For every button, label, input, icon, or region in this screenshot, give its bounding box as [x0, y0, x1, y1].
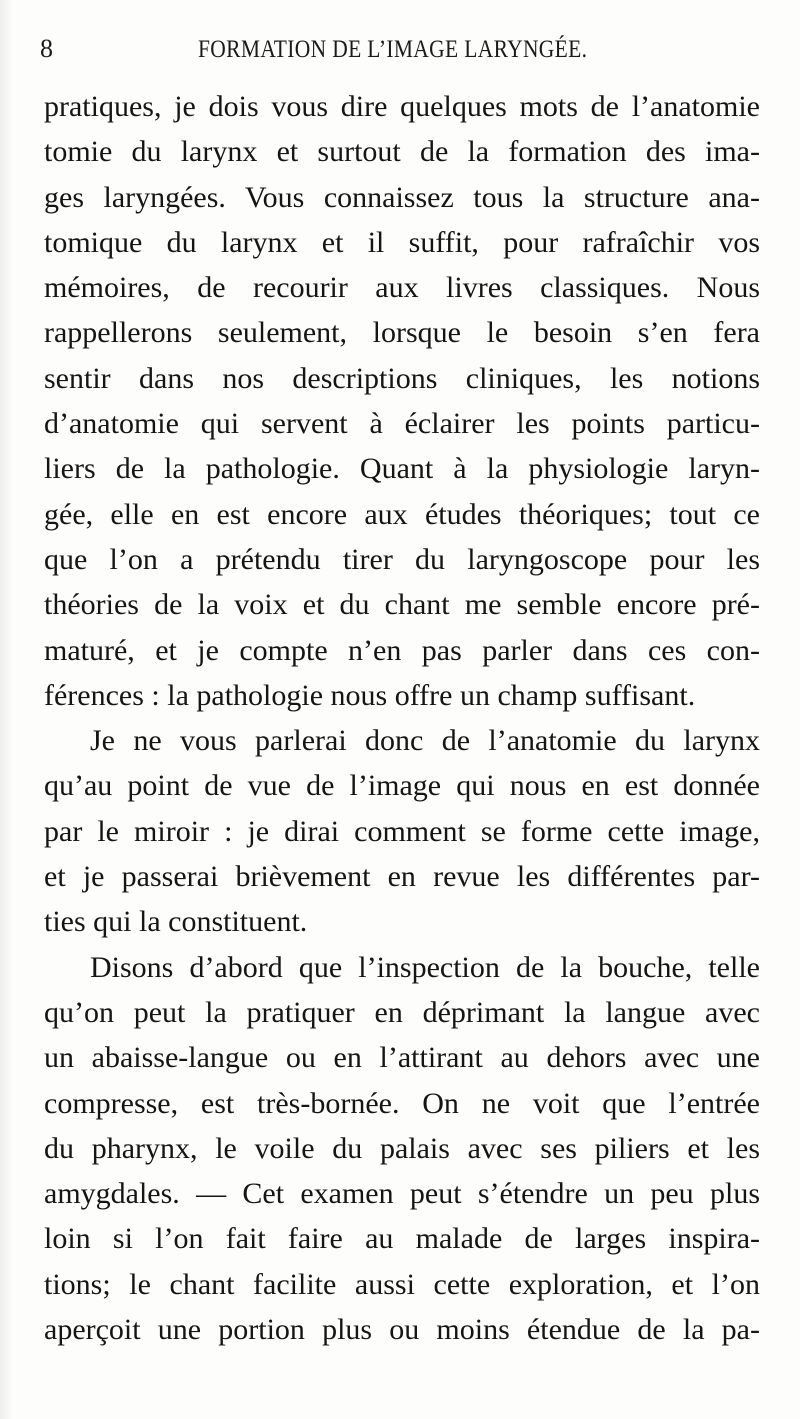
- text-line: un abaisse-langue ou en l’attirant au dehors avec une: [44, 1041, 760, 1075]
- text-line: ges laryngées. Vous connaissez tous la structure ana-: [44, 180, 760, 214]
- text-line: d’anatomie qui servent à éclairer les points particu-: [44, 407, 760, 441]
- text-line: tomique du larynx et il suffit, pour rafraîchir vos: [44, 225, 760, 259]
- text-line: amygdales. — Cet examen peut s’étendre un peu plus: [44, 1177, 760, 1211]
- paragraph-first-line: Je ne vous parlerai donc de l’anatomie du larynx: [90, 724, 760, 758]
- paragraph-end-line: férences : la pathologie nous offre un champ suffisant.: [44, 678, 696, 712]
- text-line: par le miroir : je dirai comment se forme cette image,: [44, 814, 760, 848]
- text-line: que l’on a prétendu tirer du laryngoscope pour les: [44, 542, 760, 576]
- text-line: qu’on peut la pratiquer en déprimant la langue avec: [44, 995, 760, 1029]
- body-text: [44, 84, 760, 1352]
- text-line: du pharynx, le voile du palais avec ses piliers et les: [44, 1131, 760, 1165]
- running-title: FORMATION DE L’IMAGE LARYNGÉE.: [198, 36, 588, 63]
- text-line: compresse, est très-bornée. On ne voit que l’entrée: [44, 1086, 760, 1120]
- paragraph-end-line: ties qui la constituent.: [44, 905, 308, 939]
- text-line: liers de la pathologie. Quant à la physiologie laryn-: [44, 452, 760, 486]
- text-line: pratiques, je dois vous dire quelques mots de l’anatomie: [44, 90, 760, 123]
- text-line: loin si l’on fait faire au malade de larges inspira-: [44, 1222, 760, 1256]
- text-line: tomie du larynx et surtout de la formation des ima-: [44, 135, 760, 169]
- text-line: maturé, et je compte n’en pas parler dans ces con-: [44, 633, 760, 667]
- text-line: sentir dans nos descriptions cliniques, les notions: [44, 361, 760, 395]
- text-line: rappellerons seulement, lorsque le besoin s’en fera: [44, 316, 760, 350]
- page-number: 8: [40, 34, 53, 63]
- text-line: aperçoit une portion plus ou moins étendue de la pa-: [44, 1313, 760, 1347]
- paragraph-first-line: Disons d’abord que l’inspection de la bouche, telle: [90, 950, 760, 984]
- text-line: tions; le chant facilite aussi cette exploration, et l’on: [44, 1267, 760, 1301]
- page-gutter-shade: [0, 0, 14, 1419]
- text-line: et je passerai brièvement en revue les différentes par-: [44, 860, 760, 894]
- text-line: qu’au point de vue de l’image qui nous en est donnée: [44, 769, 760, 803]
- text-line: mémoires, de recourir aux livres classiques. Nous: [44, 271, 760, 305]
- text-line: gée, elle en est encore aux études théoriques; tout ce: [44, 497, 760, 531]
- running-head: [40, 30, 760, 70]
- text-line: théories de la voix et du chant me semble encore pré-: [44, 588, 760, 622]
